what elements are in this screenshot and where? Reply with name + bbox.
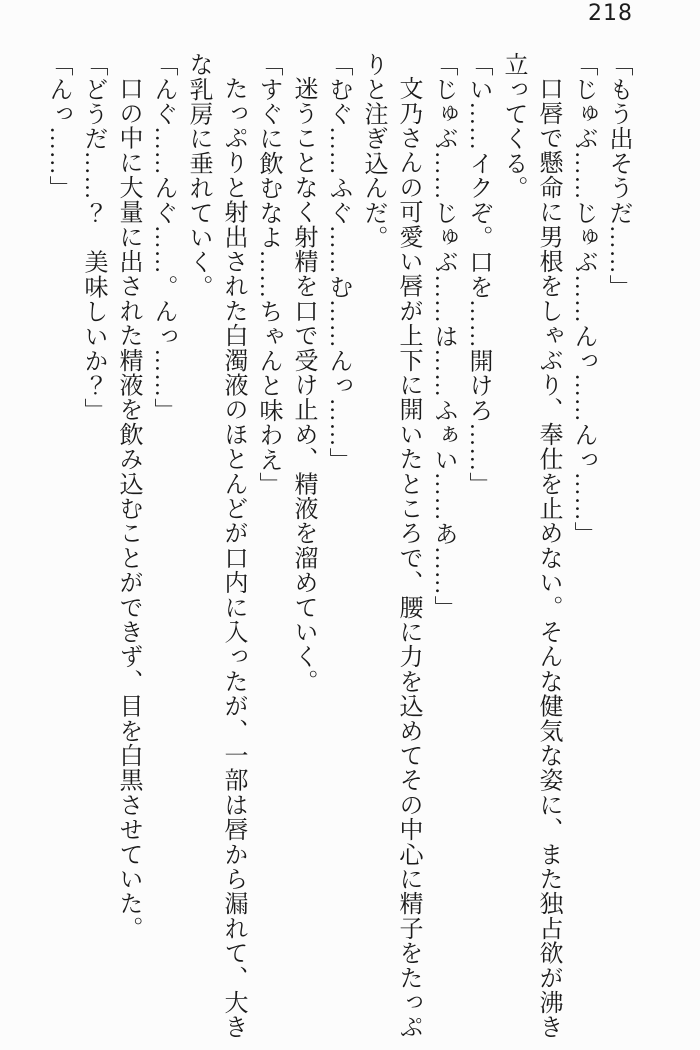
dialogue-line: 「じゅぶ……じゅぶ……んっ……んっ……」 (570, 52, 596, 546)
page-number: 218 (588, 1, 633, 26)
narrative-paragraph: 文乃さんの可愛い唇が上下に開いたところで、腰に力を込めてその中心に精子をたっぷりと注ぎ込んだ。 (360, 52, 421, 1040)
dialogue-line: 「もう出そうだ……」 (605, 52, 631, 299)
narrative-paragraph: 口唇で懸命に男根をしゃぶり、奉仕を止めない。そんな健気な姿に、また独占欲が沸き立ってくる。 (500, 52, 561, 1040)
dialogue-line: 「すぐに飲むなよ……ちゃんと味わえ」 (255, 52, 281, 497)
narrative-paragraph: たっぷりと射出された白濁液のほとんどが口内に入ったが、一部は唇から漏れて、大きな乳房に垂れていく。 (185, 52, 246, 1040)
narrative-paragraph: 口の中に大量に出された精液を飲み込むことができず、目を白黒させていた。 (115, 76, 141, 941)
dialogue-line: 「どうだ……？ 美味しいか？」 (80, 52, 106, 423)
dialogue-line: 「むぐ……ふぐ……む……んっ……」 (325, 52, 351, 472)
dialogue-line: 「い……イクぞ。口を……開けろ……」 (465, 52, 491, 497)
narrative-paragraph: 迷うことなく射精を口で受け止め、精液を溜めていく。 (290, 76, 316, 694)
dialogue-line: 「んぐ……んぐ……。んっ……」 (150, 52, 176, 423)
dialogue-line: 「じゅぶ……じゅぶ……は……ふぁい……あ……」 (430, 52, 456, 621)
body-text (40, 52, 635, 1040)
dialogue-line: 「んっ……」 (45, 52, 71, 201)
